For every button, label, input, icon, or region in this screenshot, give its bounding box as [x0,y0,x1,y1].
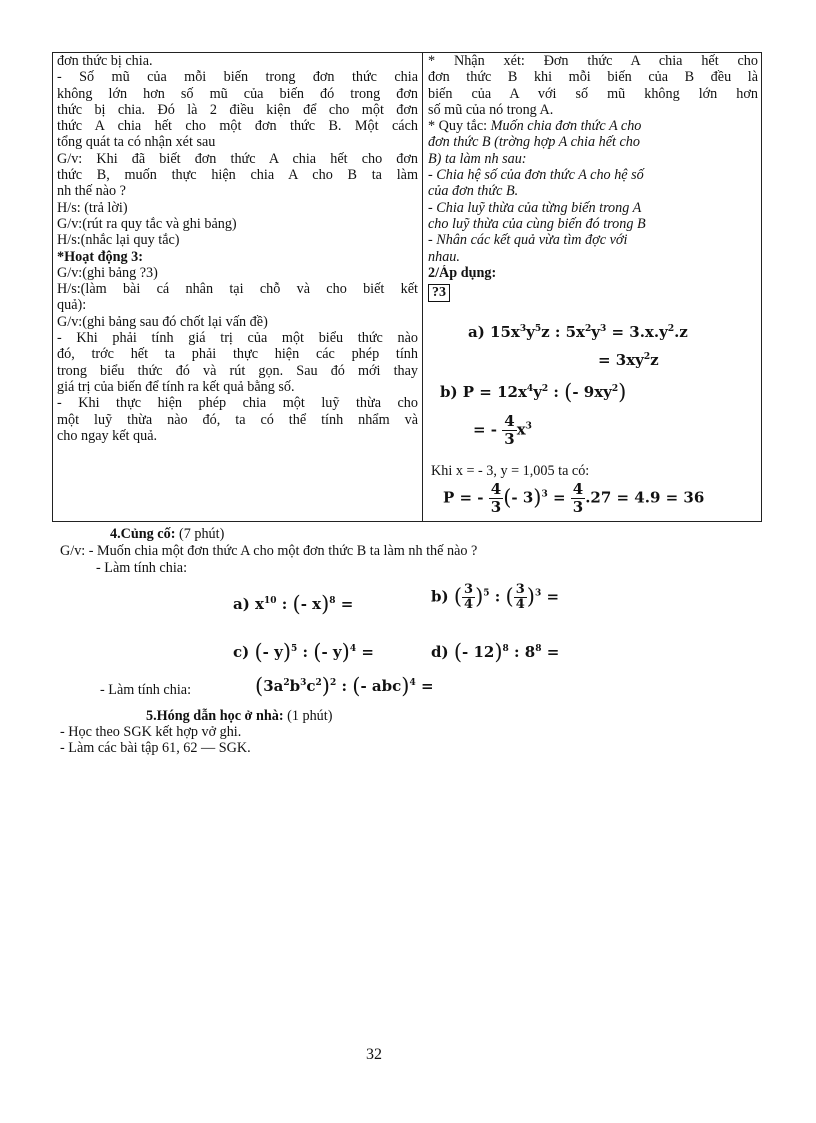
left-line: một luỹ thừa nào đó, ta có thể tính nhẩm và [57,411,418,428]
left-line: - Khi thực hiện phép chia một luỹ thừa cho [57,395,418,412]
left-line: nh thế nào ? [57,183,126,200]
left-line: tổng quát ta có nhận xét sau [57,134,216,151]
left-line: G/v:(ghi bảng ?3) [57,264,158,281]
left-line: thức bị chia. Đó là 2 điều kiện để cho một đơn [57,101,418,118]
formula-a-line1: a) $15x^3y^5z$ : $5x^2y^3 = 3.x.y^2.z$ [468,323,688,341]
exercise-e: $(3a^2b^3c^2)^2$ : (- abc)$^4$ = [255,674,434,698]
right-line: biến của A với số mũ không lớn hơn [428,85,758,102]
rule-line: - Nhân các kết quả vừa tìm đợc với [428,232,628,249]
exercise-d: d) (- 12)$^8$ : $8^8$ = [431,640,560,664]
left-line: - Số mũ của mỗi biến trong đơn thức chia [57,69,418,86]
left-line: H/s: (trả lời) [57,199,128,216]
rule-line: B) ta làm nh sau: [428,150,527,167]
left-line: H/s:(làm bài cá nhân tại chỗ và cho biết kết [57,281,418,298]
left-line: không lớn hơn số mũ của biến đó trong đơn [57,85,418,102]
rule-line: - Chia hệ số của đơn thức A cho hệ số [428,167,644,184]
consolidate-question: G/v: - Muốn chia một đơn thức A cho một đơn thức B ta làm nh thế nào ? [60,543,478,559]
homework-item: - Học theo SGK kết hợp vở ghi. [60,724,242,740]
left-line: G/v: Khi đã biết đơn thức A chia hết cho đơn [57,150,418,167]
left-line: - Khi phải tính giá trị của một biểu thức nào [57,330,418,347]
rule-line: nhau. [428,248,460,265]
rule-line: của đơn thức B. [428,183,519,200]
left-line: trong biểu thức đó và rút gọn. Sau đó mới thay [57,362,418,379]
apply-heading: 2/Áp dụng: [428,264,497,281]
right-line: * Nhận xét: Đơn thức A chia hết cho [428,53,758,69]
left-line: quả): [57,297,87,314]
homework-time: (1 phút) [287,708,333,724]
right-line: số mũ của nó trong A. [428,101,554,118]
left-line: đơn thức bị chia. [57,53,153,69]
exercise-a: a) $x^{10}$ : (- x)$^8$ = [233,592,354,616]
consolidate-heading: 4.Củng cố: [110,526,176,542]
rule-line: - Chia luỹ thừa của từng biến trong A [428,199,642,216]
page-number: 32 [366,1046,382,1063]
right-column [423,53,763,521]
formula-b-line1: b) $P = 12x^4y^2$ : (- $9xy^2$) [440,380,627,404]
activity-heading: *Hoạt động 3: [57,248,143,265]
homework-item: - Làm các bài tập 61, 62 — SGK. [60,740,251,756]
left-line: thức B, muốn thực hiện chia A cho B ta làm [57,167,418,184]
exercise-b: b) ( $\frac{3}{4}$ )$^5$ : ( $\frac{3}{4}$ )$^3$ = [431,582,560,612]
rule-line: cho luỹ thừa của cùng biến đó trong B [428,215,646,232]
formula-a-line2: = $3xy^2z$ [598,351,659,369]
right-line: đơn thức B khi mỗi biến của B đều là [428,69,758,86]
left-line: giá trị của biến để tính ra kết quả bằng số. [57,378,295,395]
homework-heading-line [146,708,332,724]
rule-prefix: * Quy tắc: [428,118,491,135]
formula-b-line2: = - $\frac{4}{3}$ $x^3$ [473,412,532,448]
consolidate-heading-line [110,526,224,542]
formula-b-line3: P = - $\frac{4}{3}$ (- 3)$^3$ = $\frac{4}{3}$ .27 = 4.9 = 36 [443,480,705,516]
exercise-c: c) (- y)$^5$ : (- y)$^4$ = [233,640,374,664]
left-line: đó, trớc hết ta phải thực hiện các phép tính [57,346,418,363]
left-line: thức A chia hết cho một đơn thức B. Một cách [57,118,418,135]
consolidate-time: (7 phút) [178,526,225,542]
left-line: H/s:(nhắc lại quy tắc) [57,232,180,249]
consolidate-task1: - Làm tính chia: [96,560,188,576]
left-line: cho ngay kết quả. [57,427,158,444]
when-text: Khi x = - 3, y = 1,005 ta có: [431,463,590,479]
homework-heading: 5.Hóng dẫn học ở nhà: [146,708,284,724]
consolidate-task2: - Làm tính chia: [100,682,192,698]
left-line: G/v:(ghi bảng sau đó chốt lại vấn đề) [57,313,268,330]
content-table [52,52,762,522]
question-box: ?3 [428,284,450,302]
rule-line: đơn thức B (trờng hợp A chia hết cho [428,134,640,151]
left-line: G/v:(rút ra quy tắc và ghi bảng) [57,215,237,232]
rule-line [428,118,758,134]
rule-text: Muốn chia đơn thức A cho [490,118,642,135]
left-column [53,53,423,521]
